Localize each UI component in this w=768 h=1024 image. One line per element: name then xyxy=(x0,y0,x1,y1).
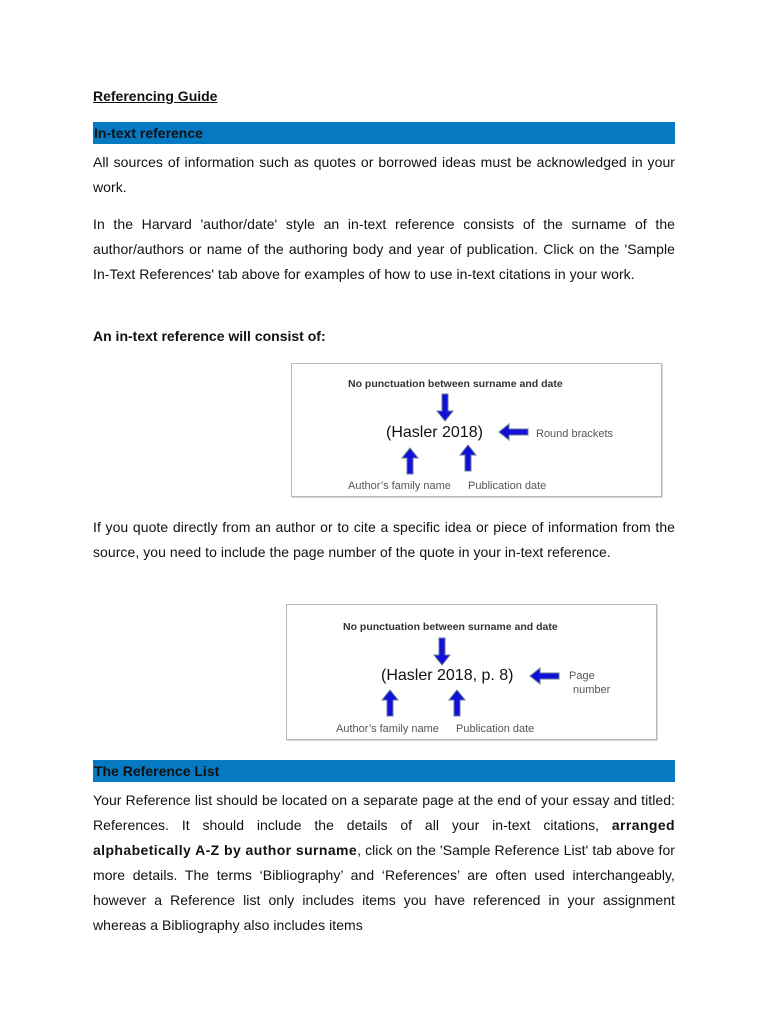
arrow-up-icon xyxy=(400,447,420,475)
figure-citation: (Hasler 2018, p. 8) xyxy=(381,667,514,684)
figure-citation: (Hasler 2018) xyxy=(386,424,483,441)
lead-in-text-consists: An in-text reference will consist of: xyxy=(93,328,326,344)
section-heading-reference-list: The Reference List xyxy=(93,760,675,782)
document-title: Referencing Guide xyxy=(93,88,218,104)
figure-label-page: Page xyxy=(569,670,595,682)
paragraph-reference-list-bold: arranged alphabetically A-Z by author surname xyxy=(93,817,675,858)
figure-label-publication-date: Publication date xyxy=(456,723,535,735)
figure-label-publication-date: Publication date xyxy=(468,480,547,492)
figure-label-author-family-name: Author’s family name xyxy=(348,480,451,492)
arrow-left-icon xyxy=(529,667,561,685)
figure-in-text-page-example xyxy=(286,604,657,740)
paragraph-acknowledge: All sources of information such as quotes or borrowed ideas must be acknowledged in your work. xyxy=(93,154,675,195)
figure-note-no-punctuation: No punctuation between surname and date xyxy=(343,621,558,633)
arrow-down-icon xyxy=(435,393,455,423)
paragraph-harvard-style: In the Harvard 'author/date' style an in-text reference consists of the surname of the author/authors or name of the authoring body and year of publication. Click on the 'Sample In-Text References' tab above for examples of how to use in-text citations in your work. xyxy=(93,216,675,282)
arrow-up-icon xyxy=(447,689,467,717)
paragraph-reference-list-text-end: , click on the 'Sample Reference List' tab above for more details. The terms ‘Bibliography’ and ‘References’ are often used interchangeably, however a Reference list only includes items you have referenced in your assignment whereas a Bibliography also includes items xyxy=(93,842,676,933)
paragraph-reference-list-text: Your Reference list should be located on a separate page at the end of your essay and titled: References. It should include the details of all your in-text citations, xyxy=(93,792,675,833)
section-heading-in-text-reference: In-text reference xyxy=(93,122,675,144)
arrow-up-icon xyxy=(380,689,400,717)
figure-label-number: number xyxy=(573,684,611,696)
arrow-up-icon xyxy=(458,444,478,472)
arrow-down-icon xyxy=(432,637,452,667)
figure-label-round-brackets: Round brackets xyxy=(536,428,614,440)
paragraph-direct-quote: If you quote directly from an author or to cite a specific idea or piece of information from the source, you need to include the page number of the quote in your in-text reference. xyxy=(93,519,675,560)
arrow-left-icon xyxy=(498,423,530,441)
figure-note-no-punctuation: No punctuation between surname and date xyxy=(348,378,563,390)
figure-label-author-family-name: Author’s family name xyxy=(336,723,439,735)
paragraph-reference-list xyxy=(93,788,675,938)
figure-in-text-example xyxy=(291,363,662,497)
